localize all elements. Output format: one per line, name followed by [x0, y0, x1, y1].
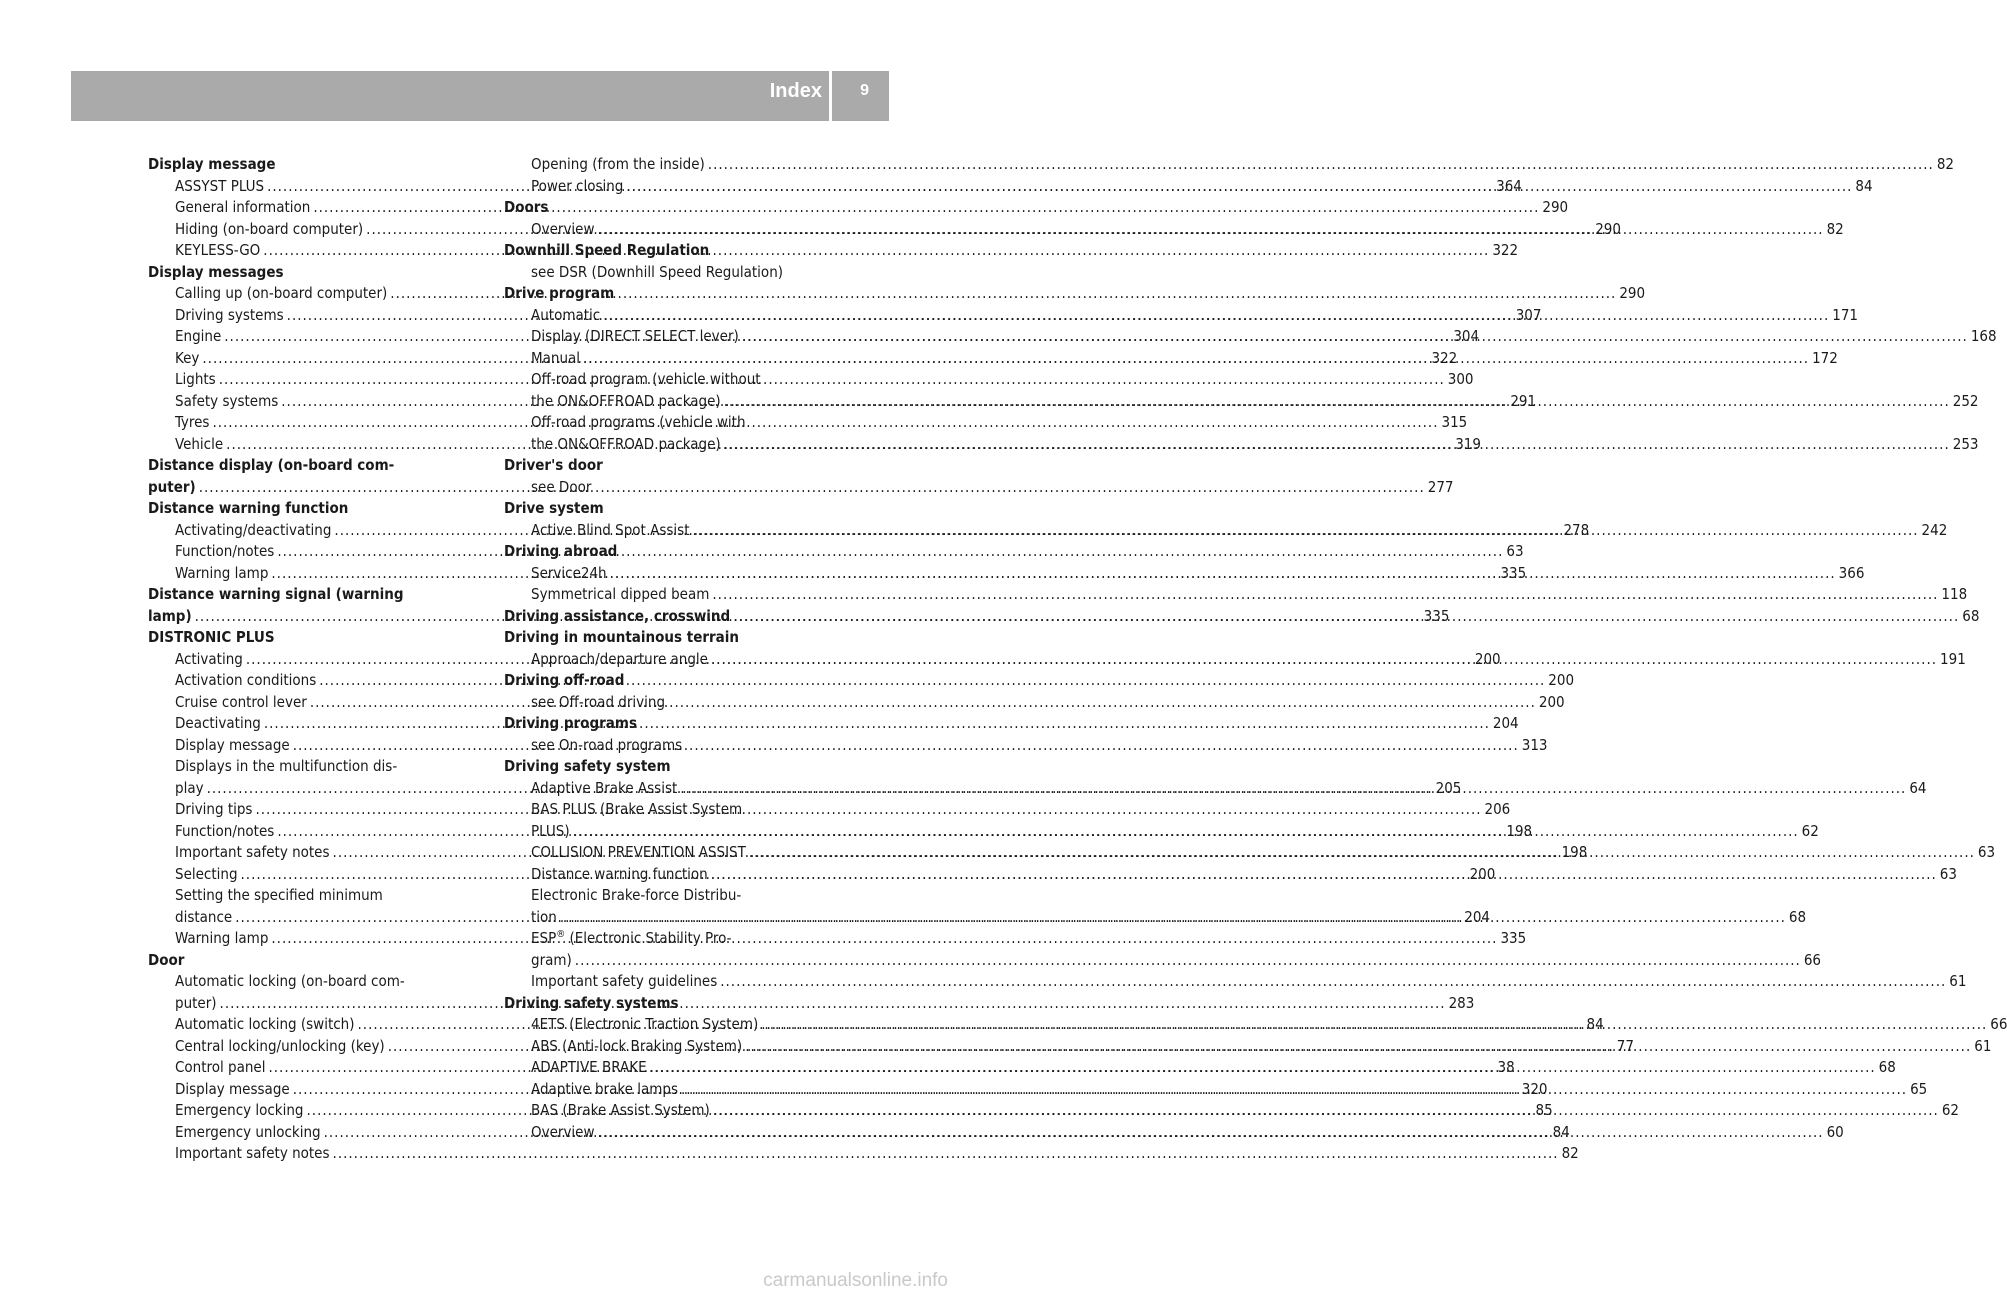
- entry-label: Adaptive Brake Assist: [531, 778, 678, 797]
- entry-label: ABS (Anti-lock Braking System): [531, 1036, 743, 1055]
- entry-label: Key: [175, 348, 200, 367]
- index-term: [148, 584, 478, 606]
- watermark: carmanualsonline.info: [763, 1270, 948, 1291]
- page-reference: 304: [1453, 327, 1480, 345]
- entry-label: tion: [531, 907, 557, 926]
- entry-label: Symmetrical dipped beam: [531, 585, 710, 603]
- index-subentry: [504, 412, 834, 434]
- entry-label: Important safety notes: [175, 1144, 330, 1162]
- dot-leader: [255, 799, 1481, 821]
- index-term: [504, 498, 834, 520]
- entry-label: the ON&OFFROAD package): [531, 391, 721, 410]
- page-reference: 366: [1838, 563, 1865, 582]
- page-reference: 307: [1515, 305, 1542, 324]
- page-reference: 68: [1788, 907, 1807, 926]
- index-subentry: [148, 885, 478, 907]
- page-reference: 62: [1941, 1101, 1960, 1119]
- dot-leader: [575, 950, 1801, 972]
- page-reference: 68: [1962, 606, 1980, 625]
- dot-leader: [724, 434, 1950, 456]
- page-reference: 300: [1447, 370, 1474, 388]
- page-reference: 204: [1464, 907, 1490, 926]
- page-reference: 291: [1510, 391, 1537, 410]
- entry-label: Display message: [175, 1079, 290, 1098]
- index-subentry: [504, 369, 834, 391]
- page-reference: 290: [1619, 284, 1646, 302]
- index-term: [504, 756, 834, 778]
- page-reference: 335: [1500, 563, 1527, 582]
- entry-label: Display messages: [148, 262, 284, 281]
- entry-label: Active Blind Spot Assist: [531, 520, 690, 539]
- dot-leader: [680, 778, 1906, 800]
- page-reference: 168: [1970, 327, 1997, 345]
- page-reference: 65: [1910, 1079, 1928, 1098]
- entry-label: Warning lamp: [175, 563, 269, 582]
- page-reference: 61: [1949, 972, 1967, 990]
- entry-label: Door: [148, 950, 185, 969]
- entry-label: 4ETS (Electronic Traction System): [531, 1015, 759, 1033]
- dot-leader: [603, 305, 1829, 327]
- entry-label: Driving systems: [175, 305, 284, 324]
- entry-label: Activating: [175, 649, 243, 668]
- page-reference: 66: [1990, 1015, 2007, 1033]
- entry-label: BAS (Brake Assist System): [531, 1101, 710, 1119]
- entry-label: Display message: [175, 735, 290, 754]
- entry-label: Function/notes: [175, 821, 275, 840]
- dot-leader: [711, 864, 1937, 886]
- page-reference: 64: [1909, 778, 1927, 797]
- entry-label: Safety systems: [175, 391, 279, 410]
- index-subentry: [504, 154, 1955, 176]
- section-title: Index: [769, 80, 822, 102]
- dot-leader: [560, 907, 1786, 929]
- index-subentry: [504, 885, 834, 907]
- entry-label: Important safety notes: [175, 843, 330, 861]
- index-subentry: [504, 799, 834, 821]
- page-reference: 242: [1921, 520, 1948, 539]
- dot-leader: [761, 1014, 1987, 1036]
- entry-label: Activating/deactivating: [175, 520, 332, 539]
- entry-label: ADAPTIVE BRAKE: [531, 1058, 647, 1076]
- entry-label: Driving in mountainous terrain: [504, 628, 740, 646]
- page-reference: 38: [1497, 1058, 1515, 1076]
- entry-label: Vehicle: [175, 434, 224, 453]
- dot-leader: [749, 842, 1975, 864]
- dot-leader: [583, 348, 1809, 370]
- entry-label: Driving tips: [175, 800, 253, 818]
- page-reference: 198: [1561, 843, 1588, 861]
- page-reference: 63: [1977, 843, 1996, 861]
- entry-label: distance: [175, 907, 233, 926]
- index-subentry: [148, 756, 478, 778]
- index-term: [504, 240, 834, 262]
- entry-label: DISTRONIC PLUS: [148, 628, 275, 646]
- entry-label: Electronic Brake-force Distribu-: [531, 886, 742, 904]
- dot-leader: [720, 971, 1946, 993]
- entry-label: Function/notes: [175, 542, 275, 560]
- entry-label: the ON&OFFROAD package): [531, 434, 721, 453]
- entry-label: PLUS): [531, 821, 570, 840]
- entry-label: see Off-road driving: [531, 692, 666, 711]
- entry-label: Cruise control lever: [175, 692, 307, 711]
- entry-label: Engine: [175, 327, 222, 345]
- entry-label: Central locking/unlocking (key): [175, 1036, 385, 1055]
- page-reference: 82: [1826, 219, 1844, 238]
- entry-label: Automatic locking (switch): [175, 1015, 355, 1033]
- entry-label: Setting the specified minimum: [175, 886, 383, 904]
- index-subentry: [148, 1143, 1579, 1165]
- dot-leader: [610, 563, 1836, 585]
- page-reference: 63: [1939, 864, 1957, 883]
- entry-label: Driving safety system: [504, 757, 671, 775]
- page-reference: 82: [1936, 155, 1955, 173]
- entry-label: Automatic: [531, 305, 601, 324]
- page-reference: 319: [1455, 434, 1481, 453]
- entry-label: Warning lamp: [175, 929, 269, 947]
- page-reference: 205: [1435, 778, 1462, 797]
- dot-leader: [333, 1143, 1559, 1165]
- index-term: [148, 627, 478, 649]
- dot-leader: [263, 240, 1489, 262]
- entry-label: Adaptive brake lamps: [531, 1079, 679, 1098]
- page-reference: 320: [1521, 1079, 1548, 1098]
- index-subentry: [504, 477, 834, 499]
- index-term: [148, 154, 478, 176]
- entry-label: Hiding (on-board computer): [175, 219, 364, 238]
- entry-label: Distance warning signal (warning: [148, 585, 404, 603]
- page-reference: 191: [1940, 649, 1966, 668]
- page-reference: 66: [1803, 950, 1822, 969]
- header-bar: [71, 71, 889, 121]
- entry-label: ASSYST PLUS: [175, 176, 265, 195]
- entry-label: KEYLESS-GO: [175, 241, 261, 259]
- page-reference: 253: [1952, 434, 1979, 453]
- index-term: [504, 670, 834, 692]
- entry-label: Activation conditions: [175, 671, 317, 689]
- page-reference: 364: [1496, 176, 1522, 195]
- entry-label: Downhill Speed Regulation: [504, 241, 710, 259]
- dot-leader: [598, 219, 1824, 241]
- entry-label: ESP® (Electronic Stability Pro-: [531, 929, 732, 947]
- entry-label: Approach/departure angle: [531, 649, 708, 668]
- entry-label: Opening (from the inside): [531, 155, 705, 173]
- page-reference: 84: [1855, 176, 1873, 195]
- index-term: [148, 262, 478, 284]
- index-subentry: [148, 971, 478, 993]
- entry-label: Automatic locking (on-board com-: [175, 972, 405, 990]
- index-term: [504, 541, 834, 563]
- dot-leader: [712, 584, 1938, 606]
- entry-label: Service24h: [531, 563, 607, 582]
- dot-leader: [724, 391, 1950, 413]
- entry-label: COLLISION PREVENTION ASSIST: [531, 843, 746, 861]
- entry-label: Control panel: [175, 1058, 266, 1076]
- page-reference: 200: [1538, 692, 1565, 711]
- index-term: [148, 498, 478, 520]
- entry-label: Drive system: [504, 499, 604, 517]
- registered-mark: ®: [556, 929, 566, 940]
- page-reference: 322: [1492, 241, 1519, 259]
- page-reference: 63: [1506, 542, 1524, 560]
- dot-leader: [598, 1122, 1824, 1144]
- index-subentry: [504, 971, 1967, 993]
- page-reference: 278: [1563, 520, 1590, 539]
- entry-label: Driver's door: [504, 456, 603, 474]
- dot-leader: [708, 154, 1934, 176]
- index-term: [504, 627, 834, 649]
- page-reference: 200: [1548, 671, 1575, 689]
- page-reference: 68: [1878, 1058, 1896, 1076]
- entry-label: Driving abroad: [504, 542, 618, 560]
- page-reference: 118: [1941, 585, 1968, 603]
- dot-leader: [745, 1036, 1971, 1058]
- dot-leader: [733, 606, 1959, 628]
- page-reference: 60: [1826, 1122, 1844, 1141]
- entry-label: see Door: [531, 477, 592, 496]
- entry-label: General information: [175, 198, 311, 216]
- index-term: [504, 197, 834, 219]
- dot-leader: [693, 520, 1919, 542]
- entry-label: Overview: [531, 1122, 595, 1141]
- page-reference: 77: [1616, 1036, 1634, 1055]
- page-reference: 283: [1448, 993, 1475, 1012]
- index-term: [148, 455, 478, 477]
- page-reference: 84: [1552, 1122, 1570, 1141]
- page-reference: 200: [1474, 649, 1501, 668]
- index-subentry: [504, 735, 834, 757]
- entry-label: Driving safety systems: [504, 993, 679, 1012]
- dot-leader: [293, 735, 1519, 757]
- entry-label: Off-road programs (vehicle with: [531, 413, 746, 431]
- entry-label: BAS PLUS (Brake Assist System: [531, 800, 743, 818]
- entry-label: puter): [175, 993, 217, 1012]
- entry-label: Overview: [531, 219, 595, 238]
- index-term: [504, 455, 834, 477]
- page-reference: 85: [1535, 1101, 1553, 1119]
- dot-leader: [626, 176, 1852, 198]
- index-subentry: [504, 584, 1968, 606]
- dot-leader: [713, 1100, 1939, 1122]
- page-reference: 335: [1500, 929, 1527, 947]
- entry-label: gram): [531, 950, 572, 969]
- page-reference: 61: [1974, 1036, 1992, 1055]
- dot-leader: [313, 197, 1539, 219]
- page-reference: 315: [1441, 413, 1468, 431]
- dot-leader: [573, 821, 1799, 843]
- page-reference: 204: [1492, 714, 1519, 732]
- entry-label: Emergency unlocking: [175, 1122, 321, 1141]
- entry-label: Doors: [504, 198, 549, 216]
- entry-label: Calling up (on-board computer): [175, 284, 388, 302]
- entry-label: Display (DIRECT SELECT lever): [531, 327, 739, 345]
- dot-leader: [264, 713, 1490, 735]
- dot-leader: [277, 541, 1503, 563]
- index-subentry: [504, 928, 834, 950]
- page-reference: 277: [1427, 477, 1454, 496]
- entry-label: Lights: [175, 370, 216, 388]
- page-reference: 252: [1952, 391, 1979, 410]
- page-reference: 290: [1542, 198, 1569, 216]
- entry-label: Drive program: [504, 284, 615, 302]
- entry-label: Distance warning function: [148, 499, 349, 517]
- page-reference: 206: [1484, 800, 1511, 818]
- page-reference: 82: [1561, 1144, 1579, 1162]
- entry-label: see On-road programs: [531, 735, 683, 754]
- entry-label: Emergency locking: [175, 1101, 304, 1119]
- dot-leader: [310, 692, 1536, 714]
- entry-label: see DSR (Downhill Speed Regulation): [531, 262, 784, 281]
- entry-label: Important safety guidelines: [531, 972, 718, 990]
- entry-label: lamp): [148, 606, 192, 625]
- header-separator: [829, 71, 832, 121]
- entry-label: puter): [148, 477, 196, 496]
- index-subentry: [504, 262, 834, 284]
- page-reference: 171: [1832, 305, 1859, 324]
- entry-label: Off-road program (vehicle without: [531, 370, 761, 388]
- entry-label: Driving assistance, crosswind: [504, 606, 731, 625]
- page-reference: 335: [1423, 606, 1450, 625]
- entry-label: Driving programs: [504, 714, 637, 732]
- entry-label: play: [175, 778, 204, 797]
- dot-leader: [650, 1057, 1876, 1079]
- entry-label: Deactivating: [175, 714, 261, 732]
- index-term: [504, 713, 834, 735]
- entry-label: Displays in the multifunction dis-: [175, 757, 398, 775]
- dot-leader: [681, 1079, 1907, 1101]
- entry-label: Power closing: [531, 176, 624, 195]
- index-term: [504, 993, 834, 1015]
- page-reference: 172: [1812, 348, 1838, 367]
- entry-label: Selecting: [175, 864, 238, 883]
- index-subentry: [504, 950, 1822, 972]
- page-reference: 313: [1521, 735, 1548, 754]
- page-reference: 198: [1506, 821, 1533, 840]
- page-reference: 84: [1586, 1015, 1604, 1033]
- page-reference: 290: [1595, 219, 1621, 238]
- page-number: 9: [860, 82, 869, 99]
- entry-label: Tyres: [175, 413, 210, 431]
- entry-label: Distance warning function: [531, 864, 708, 883]
- index-term: [148, 950, 478, 972]
- dot-leader: [711, 649, 1937, 671]
- entry-label: Display message: [148, 155, 276, 173]
- page-reference: 62: [1801, 821, 1819, 840]
- entry-label: Driving off-road: [504, 671, 625, 689]
- entry-label: Distance display (on-board com-: [148, 456, 395, 474]
- page-reference: 200: [1469, 864, 1496, 883]
- dot-leader: [742, 326, 1968, 348]
- entry-label: Manual: [531, 348, 581, 367]
- page-reference: 322: [1431, 348, 1458, 367]
- dot-leader: [271, 928, 1497, 950]
- index-subentry: [504, 692, 834, 714]
- index-term: [504, 283, 834, 305]
